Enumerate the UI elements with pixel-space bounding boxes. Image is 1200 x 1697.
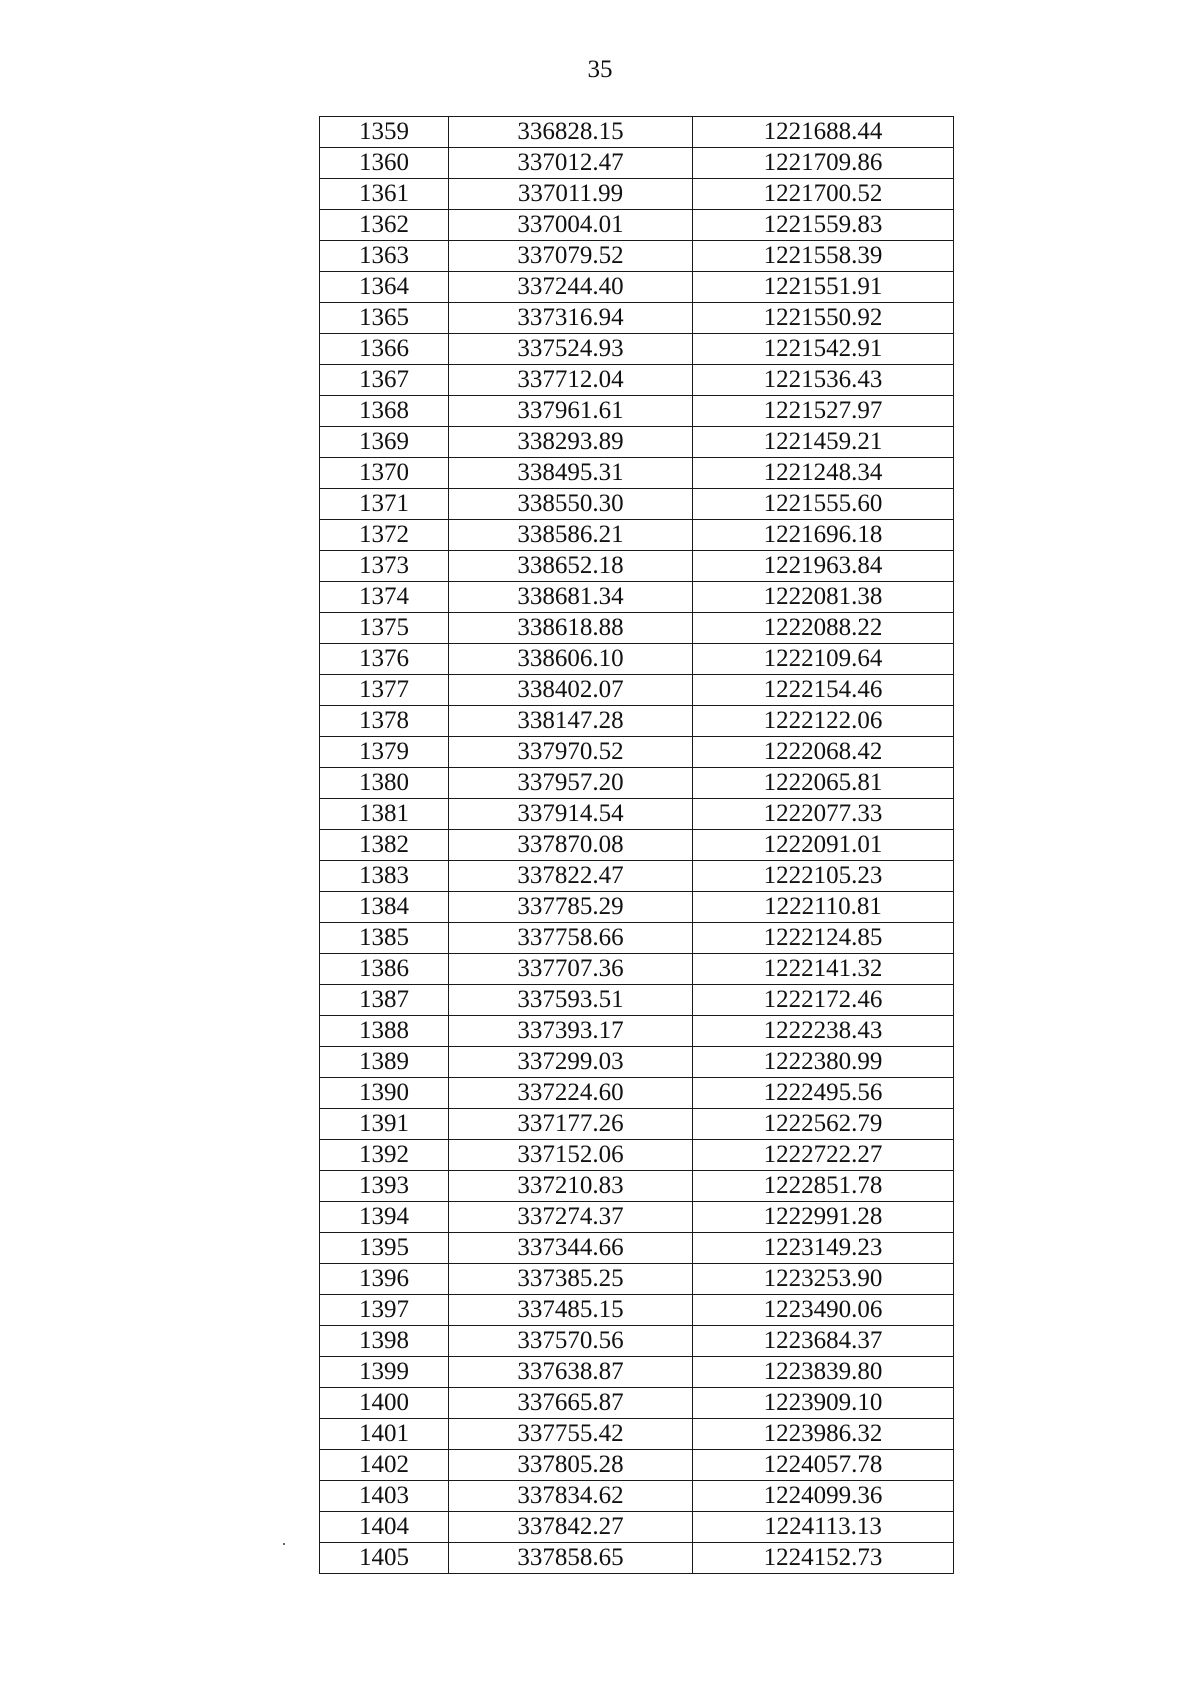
y-coordinate-cell: 1221700.52 xyxy=(693,179,954,210)
x-coordinate-cell: 337344.66 xyxy=(449,1233,693,1264)
table-row xyxy=(320,954,954,985)
x-coordinate-cell: 336828.15 xyxy=(449,117,693,148)
table-row xyxy=(320,179,954,210)
x-coordinate-cell: 337393.17 xyxy=(449,1016,693,1047)
point-number-cell: 1378 xyxy=(320,706,449,737)
x-coordinate-cell: 337274.37 xyxy=(449,1202,693,1233)
y-coordinate-cell: 1222088.22 xyxy=(693,613,954,644)
point-number-cell: 1376 xyxy=(320,644,449,675)
y-coordinate-cell: 1222991.28 xyxy=(693,1202,954,1233)
table-row xyxy=(320,365,954,396)
point-number-cell: 1362 xyxy=(320,210,449,241)
x-coordinate-cell: 337152.06 xyxy=(449,1140,693,1171)
x-coordinate-cell: 337570.56 xyxy=(449,1326,693,1357)
table-row xyxy=(320,1357,954,1388)
table-row xyxy=(320,768,954,799)
y-coordinate-cell: 1222065.81 xyxy=(693,768,954,799)
y-coordinate-cell: 1223909.10 xyxy=(693,1388,954,1419)
y-coordinate-cell: 1222141.32 xyxy=(693,954,954,985)
table-row xyxy=(320,706,954,737)
point-number-cell: 1385 xyxy=(320,923,449,954)
point-number-cell: 1393 xyxy=(320,1171,449,1202)
table-row xyxy=(320,892,954,923)
table-row xyxy=(320,923,954,954)
x-coordinate-cell: 337665.87 xyxy=(449,1388,693,1419)
x-coordinate-cell: 337970.52 xyxy=(449,737,693,768)
y-coordinate-cell: 1222077.33 xyxy=(693,799,954,830)
table-row xyxy=(320,582,954,613)
point-number-cell: 1369 xyxy=(320,427,449,458)
table-row xyxy=(320,1233,954,1264)
point-number-cell: 1397 xyxy=(320,1295,449,1326)
table-row xyxy=(320,675,954,706)
point-number-cell: 1390 xyxy=(320,1078,449,1109)
table-row xyxy=(320,613,954,644)
table-row xyxy=(320,427,954,458)
x-coordinate-cell: 337244.40 xyxy=(449,272,693,303)
x-coordinate-cell: 337870.08 xyxy=(449,830,693,861)
y-coordinate-cell: 1222851.78 xyxy=(693,1171,954,1202)
point-number-cell: 1363 xyxy=(320,241,449,272)
x-coordinate-cell: 337316.94 xyxy=(449,303,693,334)
x-coordinate-cell: 337593.51 xyxy=(449,985,693,1016)
x-coordinate-cell: 337785.29 xyxy=(449,892,693,923)
point-number-cell: 1367 xyxy=(320,365,449,396)
table-row xyxy=(320,551,954,582)
x-coordinate-cell: 337011.99 xyxy=(449,179,693,210)
y-coordinate-cell: 1222124.85 xyxy=(693,923,954,954)
x-coordinate-cell: 337755.42 xyxy=(449,1419,693,1450)
y-coordinate-cell: 1224113.13 xyxy=(693,1512,954,1543)
table-row xyxy=(320,1078,954,1109)
y-coordinate-cell: 1222380.99 xyxy=(693,1047,954,1078)
x-coordinate-cell: 337858.65 xyxy=(449,1543,693,1574)
point-number-cell: 1381 xyxy=(320,799,449,830)
table-row xyxy=(320,1326,954,1357)
point-number-cell: 1374 xyxy=(320,582,449,613)
table-row xyxy=(320,1543,954,1574)
table-row xyxy=(320,303,954,334)
page-number: 35 xyxy=(587,56,613,83)
point-number-cell: 1382 xyxy=(320,830,449,861)
point-number-cell: 1389 xyxy=(320,1047,449,1078)
y-coordinate-cell: 1221551.91 xyxy=(693,272,954,303)
x-coordinate-cell: 337004.01 xyxy=(449,210,693,241)
y-coordinate-cell: 1221536.43 xyxy=(693,365,954,396)
table-row xyxy=(320,1016,954,1047)
y-coordinate-cell: 1222081.38 xyxy=(693,582,954,613)
point-number-cell: 1398 xyxy=(320,1326,449,1357)
table-row xyxy=(320,1140,954,1171)
x-coordinate-cell: 338402.07 xyxy=(449,675,693,706)
table-row xyxy=(320,1481,954,1512)
y-coordinate-cell: 1223986.32 xyxy=(693,1419,954,1450)
point-number-cell: 1392 xyxy=(320,1140,449,1171)
point-number-cell: 1375 xyxy=(320,613,449,644)
coordinates-table xyxy=(319,116,954,1574)
y-coordinate-cell: 1221688.44 xyxy=(693,117,954,148)
y-coordinate-cell: 1224057.78 xyxy=(693,1450,954,1481)
table-row xyxy=(320,241,954,272)
x-coordinate-cell: 337914.54 xyxy=(449,799,693,830)
y-coordinate-cell: 1221527.97 xyxy=(693,396,954,427)
point-number-cell: 1394 xyxy=(320,1202,449,1233)
x-coordinate-cell: 337961.61 xyxy=(449,396,693,427)
y-coordinate-cell: 1222110.81 xyxy=(693,892,954,923)
x-coordinate-cell: 337385.25 xyxy=(449,1264,693,1295)
point-number-cell: 1365 xyxy=(320,303,449,334)
y-coordinate-cell: 1221963.84 xyxy=(693,551,954,582)
point-number-cell: 1403 xyxy=(320,1481,449,1512)
point-number-cell: 1402 xyxy=(320,1450,449,1481)
table-row xyxy=(320,985,954,1016)
table-row xyxy=(320,489,954,520)
y-coordinate-cell: 1223684.37 xyxy=(693,1326,954,1357)
scan-speck xyxy=(283,1543,285,1545)
y-coordinate-cell: 1221542.91 xyxy=(693,334,954,365)
point-number-cell: 1366 xyxy=(320,334,449,365)
point-number-cell: 1371 xyxy=(320,489,449,520)
x-coordinate-cell: 337485.15 xyxy=(449,1295,693,1326)
x-coordinate-cell: 337712.04 xyxy=(449,365,693,396)
table-row xyxy=(320,334,954,365)
table-row xyxy=(320,1171,954,1202)
y-coordinate-cell: 1222105.23 xyxy=(693,861,954,892)
y-coordinate-cell: 1222238.43 xyxy=(693,1016,954,1047)
y-coordinate-cell: 1223149.23 xyxy=(693,1233,954,1264)
table-row xyxy=(320,1047,954,1078)
y-coordinate-cell: 1223490.06 xyxy=(693,1295,954,1326)
y-coordinate-cell: 1221559.83 xyxy=(693,210,954,241)
table-row xyxy=(320,830,954,861)
x-coordinate-cell: 337834.62 xyxy=(449,1481,693,1512)
x-coordinate-cell: 337224.60 xyxy=(449,1078,693,1109)
point-number-cell: 1399 xyxy=(320,1357,449,1388)
x-coordinate-cell: 338293.89 xyxy=(449,427,693,458)
y-coordinate-cell: 1222091.01 xyxy=(693,830,954,861)
y-coordinate-cell: 1222122.06 xyxy=(693,706,954,737)
x-coordinate-cell: 338681.34 xyxy=(449,582,693,613)
table-row xyxy=(320,1295,954,1326)
point-number-cell: 1372 xyxy=(320,520,449,551)
y-coordinate-cell: 1222722.27 xyxy=(693,1140,954,1171)
table-row xyxy=(320,458,954,489)
y-coordinate-cell: 1222154.46 xyxy=(693,675,954,706)
point-number-cell: 1361 xyxy=(320,179,449,210)
x-coordinate-cell: 337210.83 xyxy=(449,1171,693,1202)
table-row xyxy=(320,1450,954,1481)
table-row xyxy=(320,861,954,892)
x-coordinate-cell: 337524.93 xyxy=(449,334,693,365)
x-coordinate-cell: 337707.36 xyxy=(449,954,693,985)
point-number-cell: 1368 xyxy=(320,396,449,427)
x-coordinate-cell: 337079.52 xyxy=(449,241,693,272)
point-number-cell: 1386 xyxy=(320,954,449,985)
y-coordinate-cell: 1224099.36 xyxy=(693,1481,954,1512)
y-coordinate-cell: 1223839.80 xyxy=(693,1357,954,1388)
point-number-cell: 1405 xyxy=(320,1543,449,1574)
point-number-cell: 1373 xyxy=(320,551,449,582)
x-coordinate-cell: 338550.30 xyxy=(449,489,693,520)
point-number-cell: 1364 xyxy=(320,272,449,303)
x-coordinate-cell: 338618.88 xyxy=(449,613,693,644)
x-coordinate-cell: 338606.10 xyxy=(449,644,693,675)
table-row xyxy=(320,1202,954,1233)
point-number-cell: 1395 xyxy=(320,1233,449,1264)
table-row xyxy=(320,799,954,830)
y-coordinate-cell: 1221550.92 xyxy=(693,303,954,334)
x-coordinate-cell: 338495.31 xyxy=(449,458,693,489)
y-coordinate-cell: 1221558.39 xyxy=(693,241,954,272)
table-row xyxy=(320,520,954,551)
y-coordinate-cell: 1221555.60 xyxy=(693,489,954,520)
y-coordinate-cell: 1222495.56 xyxy=(693,1078,954,1109)
point-number-cell: 1400 xyxy=(320,1388,449,1419)
point-number-cell: 1391 xyxy=(320,1109,449,1140)
table-row xyxy=(320,737,954,768)
point-number-cell: 1404 xyxy=(320,1512,449,1543)
x-coordinate-cell: 337758.66 xyxy=(449,923,693,954)
point-number-cell: 1377 xyxy=(320,675,449,706)
y-coordinate-cell: 1221709.86 xyxy=(693,148,954,179)
x-coordinate-cell: 338147.28 xyxy=(449,706,693,737)
x-coordinate-cell: 338652.18 xyxy=(449,551,693,582)
x-coordinate-cell: 337842.27 xyxy=(449,1512,693,1543)
x-coordinate-cell: 337177.26 xyxy=(449,1109,693,1140)
y-coordinate-cell: 1223253.90 xyxy=(693,1264,954,1295)
point-number-cell: 1387 xyxy=(320,985,449,1016)
x-coordinate-cell: 337012.47 xyxy=(449,148,693,179)
point-number-cell: 1360 xyxy=(320,148,449,179)
x-coordinate-cell: 337957.20 xyxy=(449,768,693,799)
table-row xyxy=(320,148,954,179)
table-row xyxy=(320,1419,954,1450)
table-row xyxy=(320,1512,954,1543)
x-coordinate-cell: 337299.03 xyxy=(449,1047,693,1078)
y-coordinate-cell: 1221459.21 xyxy=(693,427,954,458)
point-number-cell: 1396 xyxy=(320,1264,449,1295)
table-row xyxy=(320,1264,954,1295)
y-coordinate-cell: 1221248.34 xyxy=(693,458,954,489)
y-coordinate-cell: 1222172.46 xyxy=(693,985,954,1016)
point-number-cell: 1379 xyxy=(320,737,449,768)
table-row xyxy=(320,272,954,303)
coordinates-table-body xyxy=(320,117,954,1574)
y-coordinate-cell: 1221696.18 xyxy=(693,520,954,551)
table-row xyxy=(320,210,954,241)
point-number-cell: 1380 xyxy=(320,768,449,799)
x-coordinate-cell: 337638.87 xyxy=(449,1357,693,1388)
table-row xyxy=(320,396,954,427)
point-number-cell: 1370 xyxy=(320,458,449,489)
point-number-cell: 1383 xyxy=(320,861,449,892)
table-row xyxy=(320,1388,954,1419)
y-coordinate-cell: 1224152.73 xyxy=(693,1543,954,1574)
y-coordinate-cell: 1222068.42 xyxy=(693,737,954,768)
y-coordinate-cell: 1222109.64 xyxy=(693,644,954,675)
table-row xyxy=(320,644,954,675)
point-number-cell: 1388 xyxy=(320,1016,449,1047)
x-coordinate-cell: 337822.47 xyxy=(449,861,693,892)
table-row xyxy=(320,117,954,148)
table-row xyxy=(320,1109,954,1140)
point-number-cell: 1384 xyxy=(320,892,449,923)
point-number-cell: 1401 xyxy=(320,1419,449,1450)
x-coordinate-cell: 338586.21 xyxy=(449,520,693,551)
point-number-cell: 1359 xyxy=(320,117,449,148)
y-coordinate-cell: 1222562.79 xyxy=(693,1109,954,1140)
x-coordinate-cell: 337805.28 xyxy=(449,1450,693,1481)
